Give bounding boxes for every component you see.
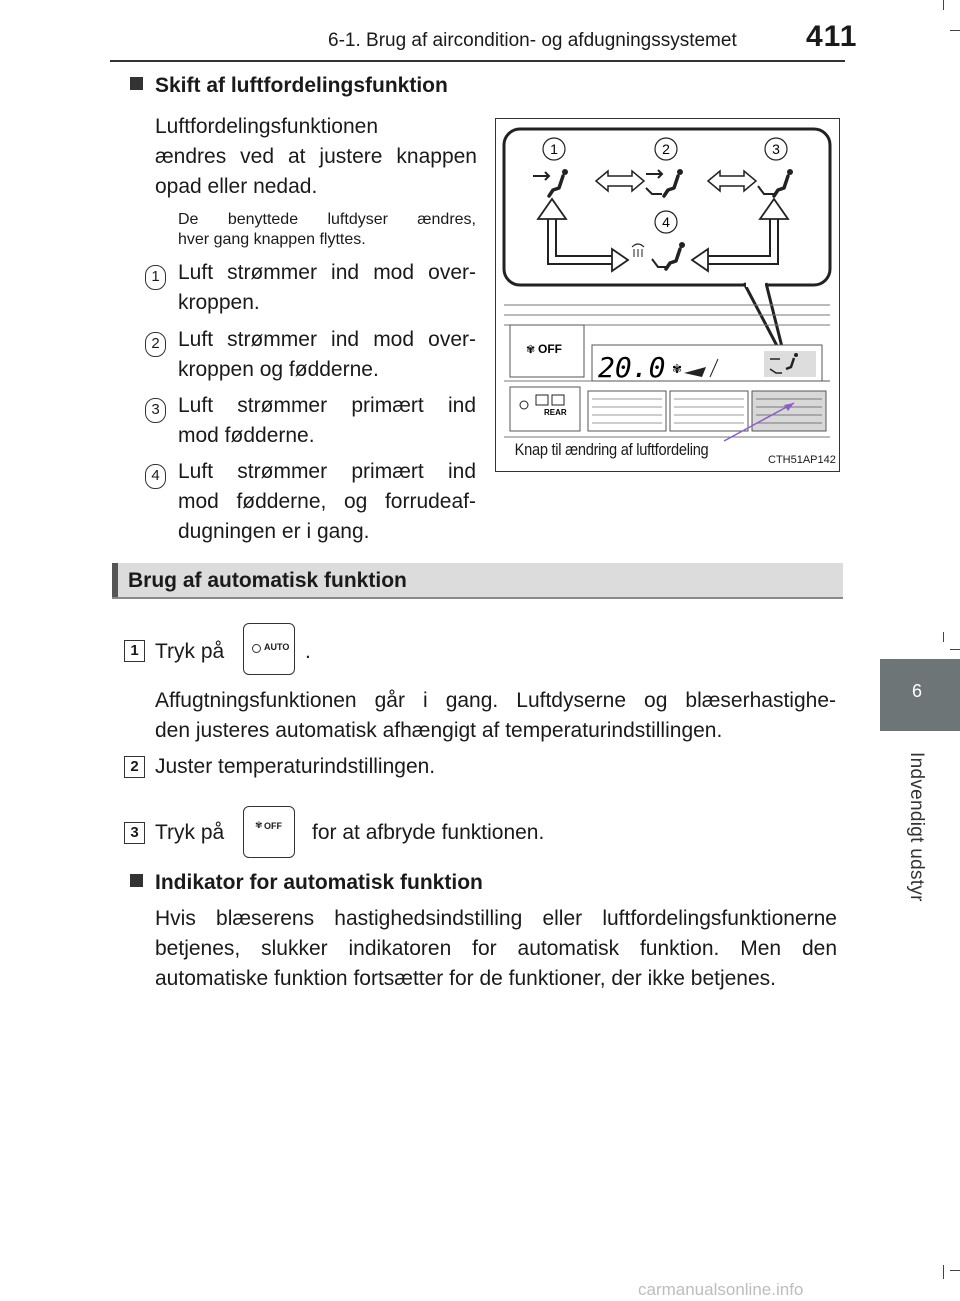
section-heading-distribution: Skift af luftfordelingsfunktion xyxy=(130,74,448,98)
fan-off-button[interactable] xyxy=(243,806,295,858)
temperature-display: 20.0 xyxy=(598,351,666,384)
chapter-label: Indvendigt udstyr xyxy=(906,752,927,902)
rear-defrost-label: REAR xyxy=(544,408,567,417)
band-accent xyxy=(112,563,118,597)
fan-icon: ✾ xyxy=(672,362,683,376)
callout-2 xyxy=(655,138,677,160)
header-divider xyxy=(110,60,845,62)
chapter-tab xyxy=(880,659,960,731)
item-number-4: 4 xyxy=(145,464,166,489)
fan-off-button-label: OFF xyxy=(264,821,282,831)
section-heading-indicator: Indikator for automatisk funktion xyxy=(130,871,483,895)
figure-caption: Knap til ændring af luftfordeling xyxy=(512,440,711,460)
crop-mark xyxy=(950,649,960,650)
band-divider xyxy=(112,597,843,599)
slider-rows xyxy=(588,391,826,431)
list-item: Luft strømmer ind mod over- kroppen. xyxy=(178,261,476,314)
step-number-1: 1 xyxy=(124,640,145,662)
section-band xyxy=(112,563,843,597)
callout-4 xyxy=(655,211,677,233)
step-3-after: for at afbryde funktionen. xyxy=(312,821,545,844)
indicator-paragraph: Hvis blæserens hastighedsindstilling eller luftfordelingsfunktionerne betjenes, slukker indikatoren for automatisk funktion. Men den automatiske funktion fortsætter for de funktioner, der ikke betjenes. xyxy=(155,907,837,990)
step-1-after: . xyxy=(305,640,311,663)
bullet-square-icon xyxy=(130,874,143,887)
list-item: Luft strømmer primært ind mod fødderne, og forrudeaf- dugningen er i gang. xyxy=(178,460,476,543)
step-number-3: 3 xyxy=(124,822,145,844)
svg-text:1: 1 xyxy=(550,141,558,157)
step-3-before: Tryk på xyxy=(155,821,225,844)
chapter-number: 6 xyxy=(912,681,923,701)
crop-mark xyxy=(943,1265,944,1279)
fan-off-label: OFF xyxy=(538,342,562,356)
item-number-3: 3 xyxy=(145,398,166,423)
svg-text:3: 3 xyxy=(772,141,780,157)
fan-icon: ✾ xyxy=(255,820,263,830)
section-heading-auto: Brug af automatisk funktion xyxy=(128,569,407,592)
step-number-2: 2 xyxy=(124,756,145,778)
step-1-description: Affugtningsfunktionen går i gang. Luftdyserne og blæserhastighe- den justeres automatisk afhængigt af temperaturindstillingen. xyxy=(155,689,836,742)
crop-mark xyxy=(943,0,944,10)
crop-mark xyxy=(950,1270,960,1271)
watermark: carmanualsonline.info xyxy=(638,1280,804,1299)
svg-text:2: 2 xyxy=(662,141,670,157)
list-item: Luft strømmer ind mod over- kroppen og fødderne. xyxy=(178,328,476,381)
callout-1 xyxy=(543,138,565,160)
item-number-1: 1 xyxy=(145,265,166,290)
airflow-diagram xyxy=(495,118,840,472)
header-section-title: 6-1. Brug af aircondition- og afdugningssystemet xyxy=(328,30,737,51)
crop-mark xyxy=(950,30,960,31)
callout-3 xyxy=(765,138,787,160)
list-item: Luft strømmer primært ind mod fødderne. xyxy=(178,394,476,447)
fan-icon: ✾ xyxy=(526,343,536,356)
svg-text:4: 4 xyxy=(662,214,670,230)
step-1-before: Tryk på xyxy=(155,640,225,663)
page-number: 411 xyxy=(806,20,858,53)
item-number-2: 2 xyxy=(145,332,166,357)
crop-mark xyxy=(943,632,944,642)
airflow-diagram-drawing xyxy=(496,119,840,472)
auto-button[interactable] xyxy=(243,623,295,675)
step-2-text: Juster temperaturindstillingen. xyxy=(155,755,436,778)
note-paragraph: De benyttede luftdyser ændres, hver gang knappen flyttes. xyxy=(178,211,476,248)
bullet-square-icon xyxy=(130,77,143,90)
indicator-icon xyxy=(252,644,261,653)
intro-paragraph: Luftfordelingsfunktionen ændres ved at justere knappen opad eller nedad. xyxy=(155,115,477,198)
figure-code: CTH51AP142 xyxy=(768,454,836,466)
auto-button-label: AUTO xyxy=(264,642,290,652)
